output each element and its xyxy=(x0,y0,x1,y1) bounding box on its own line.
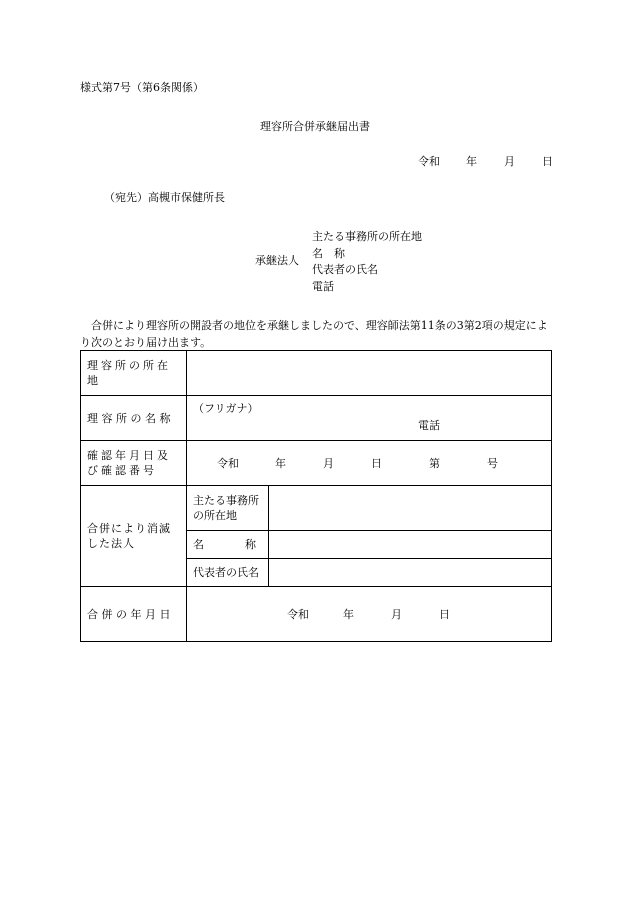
dissolved-rep-field[interactable] xyxy=(269,559,552,587)
date-era: 令和 xyxy=(418,155,440,168)
dissolved-corp-label: 合併により消滅した法人 xyxy=(81,486,187,587)
shop-phone-label: 電話 xyxy=(418,419,440,432)
furigana-label: （フリガナ） xyxy=(193,402,259,415)
row-merger-date xyxy=(81,587,552,642)
row-shop-name xyxy=(81,396,552,441)
dissolved-rep-label: 代表者の氏名 xyxy=(187,559,269,587)
confirm-era: 令和 xyxy=(217,456,239,470)
successor-label: 承継法人 xyxy=(255,254,299,267)
shop-name-label: 理 容 所 の 名 称 xyxy=(81,396,187,441)
merger-year: 年 xyxy=(343,607,354,621)
addressee: （宛先）高槻市保健所長 xyxy=(104,191,225,204)
notification-table xyxy=(80,350,552,642)
shop-address-label: 理容所の所在地 xyxy=(81,351,187,396)
form-number: 様式第7号（第6条関係） xyxy=(80,81,204,94)
row-dissolved-address xyxy=(81,486,552,531)
dissolved-name-field[interactable] xyxy=(269,531,552,559)
dissolved-name-label-b: 称 xyxy=(245,538,256,551)
dissolved-name-label-a: 名 xyxy=(193,538,204,551)
confirm-year: 年 xyxy=(275,456,286,470)
date-year: 年 xyxy=(466,155,477,168)
confirm-day: 日 xyxy=(371,456,382,470)
merger-month: 月 xyxy=(391,607,402,621)
confirm-month: 月 xyxy=(323,456,334,470)
row-confirmation xyxy=(81,441,552,486)
successor-phone-label: 電話 xyxy=(312,280,334,293)
successor-name-label: 名 称 xyxy=(312,247,345,260)
declaration-text: 合併により理容所の開設者の地位を承継しましたので、理容師法第11条の3第2項の規定により次のとおり届け出ます。 xyxy=(80,319,548,349)
date-month: 月 xyxy=(504,155,515,168)
form-title: 理容所合併承継届出書 xyxy=(260,120,370,133)
confirm-number-suffix: 号 xyxy=(487,456,498,470)
shop-name-field[interactable] xyxy=(187,396,552,441)
dissolved-address-field[interactable] xyxy=(269,486,552,531)
merger-date-field[interactable] xyxy=(187,587,552,642)
successor-address-label: 主たる事務所の所在地 xyxy=(312,230,422,243)
merger-day: 日 xyxy=(439,607,450,621)
shop-address-field[interactable] xyxy=(187,351,552,396)
confirm-number-prefix: 第 xyxy=(429,456,440,470)
submission-date xyxy=(418,156,553,167)
successor-representative-label: 代表者の氏名 xyxy=(312,263,378,276)
dissolved-address-label: 主たる事務所の所在地 xyxy=(187,486,269,531)
merger-era: 令和 xyxy=(287,607,309,621)
merger-date-label: 合 併 の 年 月 日 xyxy=(81,587,187,642)
confirmation-label: 確認年月日及び確認番号 xyxy=(81,441,187,486)
confirmation-field[interactable] xyxy=(187,441,552,486)
date-day: 日 xyxy=(542,155,553,168)
dissolved-name-label xyxy=(187,531,269,559)
row-shop-address xyxy=(81,351,552,396)
